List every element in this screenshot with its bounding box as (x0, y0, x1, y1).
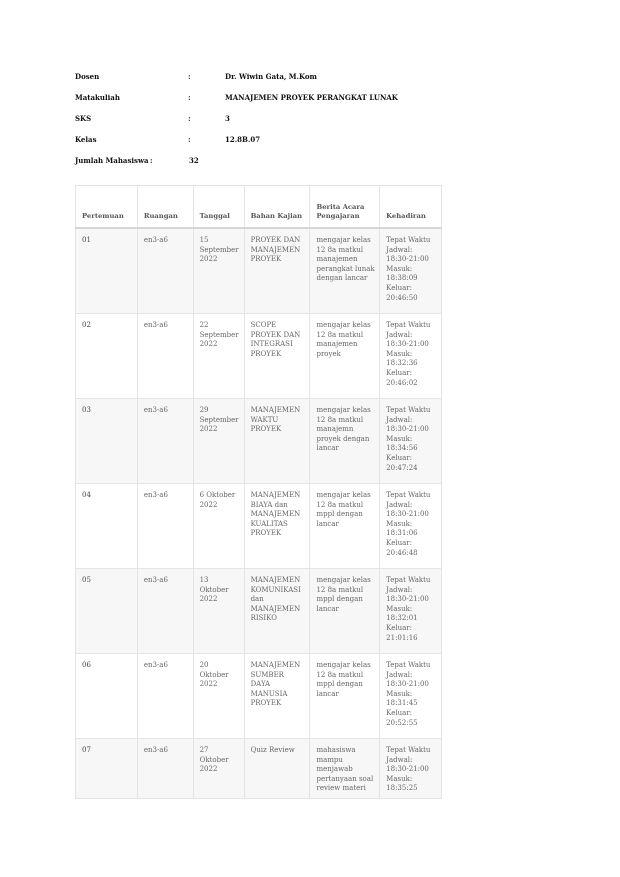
info-separator: : (188, 114, 191, 123)
kehadiran-jadwal: Jadwal: 18:30-21:00 (386, 755, 429, 774)
cell-tanggal: 20 Oktober 2022 (193, 654, 244, 739)
header-pertemuan: Pertemuan (76, 186, 138, 229)
header-berita-acara: Berita Acara Pengajaran (310, 186, 380, 229)
kehadiran-masuk: Masuk: 18:38:09 (386, 264, 418, 283)
cell-berita-acara: mengajar kelas 12 8a matkul mppl dengan lancar (310, 569, 380, 654)
kehadiran-masuk: Masuk: 18:31:45 (386, 689, 418, 708)
info-label: Kelas (75, 135, 97, 144)
cell-ruangan: en3-a6 (137, 314, 193, 399)
cell-bahan-kajian: Quiz Review (244, 739, 310, 799)
kehadiran-masuk: Masuk: 18:35:25 (386, 774, 418, 793)
cell-bahan-kajian: MANAJEMEN SUMBER DAYA MANUSIA PROYEK (244, 654, 310, 739)
kehadiran-status: Tepat Waktu (386, 576, 431, 584)
info-separator: : (150, 156, 153, 165)
kehadiran-jadwal: Jadwal: 18:30-21:00 (386, 500, 429, 519)
cell-kehadiran (380, 314, 442, 399)
kehadiran-jadwal: Jadwal: 18:30-21:00 (386, 670, 429, 689)
kehadiran-status: Tepat Waktu (386, 661, 431, 669)
kehadiran-keluar: Keluar: 20:46:48 (386, 538, 418, 557)
cell-pertemuan: 05 (76, 569, 138, 654)
info-value: 3 (225, 114, 230, 123)
kehadiran-status: Tepat Waktu (386, 491, 431, 499)
cell-pertemuan: 04 (76, 484, 138, 569)
cell-tanggal: 29 September 2022 (193, 399, 244, 484)
cell-ruangan: en3-a6 (137, 484, 193, 569)
info-label: Dosen (75, 72, 100, 81)
cell-tanggal: 6 Oktober 2022 (193, 484, 244, 569)
cell-ruangan: en3-a6 (137, 399, 193, 484)
kehadiran-masuk: Masuk: 18:32:01 (386, 604, 418, 623)
info-separator: : (188, 93, 191, 102)
cell-pertemuan: 06 (76, 654, 138, 739)
kehadiran-keluar: Keluar: 20:46:50 (386, 283, 418, 302)
kehadiran-status: Tepat Waktu (386, 236, 431, 244)
cell-bahan-kajian: SCOPE PROYEK DAN INTEGRASI PROYEK (244, 314, 310, 399)
cell-tanggal: 22 September 2022 (193, 314, 244, 399)
cell-tanggal: 27 Oktober 2022 (193, 739, 244, 799)
kehadiran-keluar: Keluar: 20:46:02 (386, 368, 418, 387)
cell-berita-acara: mengajar kelas 12 8a matkul mppl dengan lancar (310, 654, 380, 739)
cell-pertemuan: 03 (76, 399, 138, 484)
cell-pertemuan: 02 (76, 314, 138, 399)
kehadiran-jadwal: Jadwal: 18:30-21:00 (386, 585, 429, 604)
info-value: MANAJEMEN PROYEK PERANGKAT LUNAK (225, 93, 398, 102)
kehadiran-status: Tepat Waktu (386, 321, 431, 329)
cell-pertemuan: 01 (76, 228, 138, 314)
cell-berita-acara: mahasiswa mampu menjawab pertanyaan soal review materi (310, 739, 380, 799)
info-value: Dr. Wiwin Gata, M.Kom (225, 72, 317, 81)
kehadiran-jadwal: Jadwal: 18:30-21:00 (386, 330, 429, 349)
table-row (76, 569, 442, 654)
cell-bahan-kajian: MANAJEMEN KOMUNIKASI dan MANAJEMEN RISIKO (244, 569, 310, 654)
cell-kehadiran (380, 739, 442, 799)
cell-tanggal: 13 Oktober 2022 (193, 569, 244, 654)
header-ruangan: Ruangan (137, 186, 193, 229)
info-label: Matakuliah (75, 93, 120, 102)
kehadiran-masuk: Masuk: 18:31:06 (386, 519, 418, 538)
table-row (76, 654, 442, 739)
kehadiran-status: Tepat Waktu (386, 746, 431, 754)
cell-berita-acara: mengajar kelas 12 8a matkul manajemen perangkat lunak dengan lancar (310, 228, 380, 314)
info-label: SKS (75, 114, 92, 123)
cell-ruangan: en3-a6 (137, 228, 193, 314)
table-header-row (76, 186, 442, 229)
cell-berita-acara: mengajar kelas 12 8a matkul mppl dengan lancar (310, 484, 380, 569)
cell-kehadiran (380, 228, 442, 314)
header-tanggal: Tanggal (193, 186, 244, 229)
kehadiran-status: Tepat Waktu (386, 406, 431, 414)
table-row (76, 484, 442, 569)
table-row (76, 314, 442, 399)
cell-bahan-kajian: PROYEK DAN MANAJEMEN PROYEK (244, 228, 310, 314)
kehadiran-masuk: Masuk: 18:32:36 (386, 349, 418, 368)
cell-pertemuan: 07 (76, 739, 138, 799)
cell-tanggal: 15 September 2022 (193, 228, 244, 314)
kehadiran-keluar: Keluar: 20:52:55 (386, 708, 418, 727)
cell-ruangan: en3-a6 (137, 739, 193, 799)
info-separator: : (188, 72, 191, 81)
info-value: 12.8B.07 (225, 135, 261, 144)
cell-berita-acara: mengajar kelas 12 8a matkul manajemn proyek dengan lancar (310, 399, 380, 484)
table-row (76, 399, 442, 484)
header-bahan-kajian: Bahan Kajian (244, 186, 310, 229)
cell-kehadiran (380, 569, 442, 654)
cell-berita-acara: mengajar kelas 12 8a matkul manajemen proyek (310, 314, 380, 399)
info-separator: : (188, 135, 191, 144)
kehadiran-jadwal: Jadwal: 18:30-21:00 (386, 415, 429, 434)
kehadiran-masuk: Masuk: 18:34:56 (386, 434, 418, 453)
cell-kehadiran (380, 654, 442, 739)
kehadiran-keluar: Keluar: 21:01:16 (386, 623, 418, 642)
cell-kehadiran (380, 484, 442, 569)
kehadiran-jadwal: Jadwal: 18:30-21:00 (386, 245, 429, 264)
cell-bahan-kajian: MANAJEMEN BIAYA dan MANAJEMEN KUALITAS PROYEK (244, 484, 310, 569)
info-value: 32 (189, 156, 199, 165)
header-kehadiran: Kehadiran (380, 186, 442, 229)
cell-bahan-kajian: MANAJEMEN WAKTU PROYEK (244, 399, 310, 484)
kehadiran-keluar: Keluar: 20:47:24 (386, 453, 418, 472)
table-row (76, 228, 442, 314)
cell-kehadiran (380, 399, 442, 484)
table-row (76, 739, 442, 799)
cell-ruangan: en3-a6 (137, 654, 193, 739)
info-label: Jumlah Mahasiswa (75, 156, 149, 165)
cell-ruangan: en3-a6 (137, 569, 193, 654)
attendance-table (75, 185, 442, 799)
